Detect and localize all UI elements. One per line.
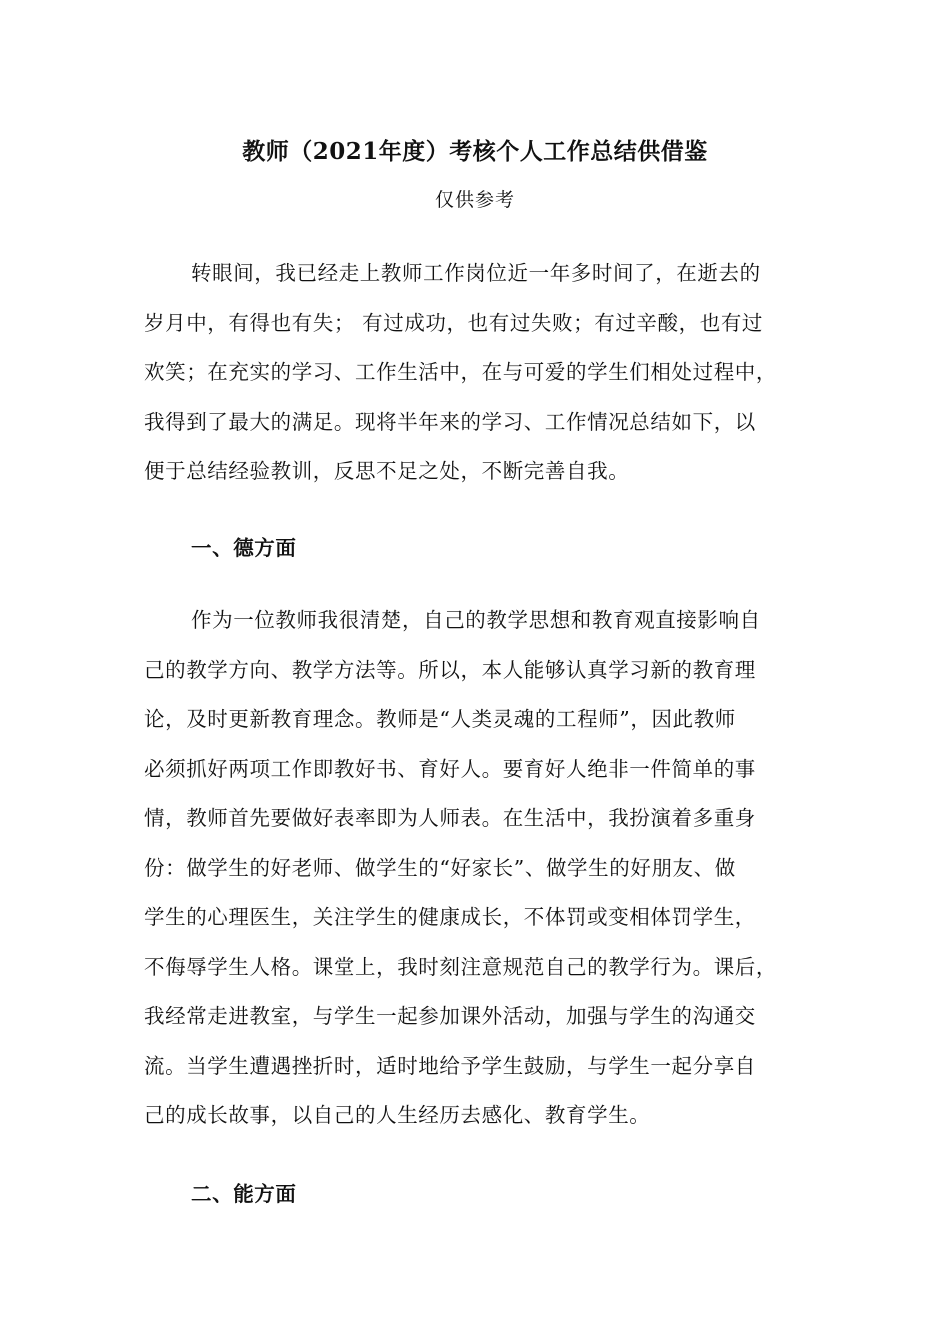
paragraph-line: 便于总结经验教训，反思不足之处，不断完善自我。 xyxy=(144,459,630,483)
intro-paragraph xyxy=(144,249,824,497)
section1-paragraph xyxy=(144,596,824,1141)
paragraph-line: 份：做学生的好老师、做学生的“好家长”、做学生的好朋友、做 xyxy=(144,855,736,880)
paragraph-line: 情，教师首先要做好表率即为人师表。在生活中，我扮演着多重身 xyxy=(144,806,756,830)
paragraph-line: 转眼间，我已经走上教师工作岗位近一年多时间了，在逝去的 xyxy=(191,261,761,285)
document-subtitle: 仅供参考 xyxy=(434,189,515,211)
paragraph-line: 必须抓好两项工作即教好书、育好人。要育好人绝非一件简单的事 xyxy=(144,756,756,781)
paragraph-line: 我经常走进教室，与学生一起参加课外活动，加强与学生的沟通交 xyxy=(144,1004,756,1028)
paragraph-line: 作为一位教师我很清楚，自己的教学思想和教育观直接影响自 xyxy=(191,608,761,632)
section-heading-2: 二、能方面 xyxy=(191,1182,297,1206)
paragraph-line: 我得到了最大的满足。现将半年来的学习、工作情况总结如下，以 xyxy=(144,409,756,434)
paragraph-line: 流。当学生遭遇挫折时，适时地给予学生鼓励，与学生一起分享自 xyxy=(144,1053,756,1078)
document-title: 教师（2021年度）考核个人工作总结供借鉴 xyxy=(242,138,708,165)
paragraph-line: 学生的心理医生，关注学生的健康成长，不体罚或变相体罚学生， xyxy=(144,905,756,929)
paragraph-line: 不侮辱学生人格。课堂上，我时刻注意规范自己的教学行为。课后， xyxy=(144,954,777,979)
paragraph-line: 己的成长故事，以自己的人生经历去感化、教育学生。 xyxy=(144,1103,651,1127)
paragraph-line: 己的教学方向、教学方法等。所以，本人能够认真学习新的教育理 xyxy=(144,657,756,682)
paragraph-line: 欢笑；在充实的学习、工作生活中，在与可爱的学生们相处过程中， xyxy=(144,360,777,384)
paragraph-line: 岁月中，有得也有失； 有过成功，也有过失败；有过辛酸，也有过 xyxy=(144,310,764,335)
section-heading-1: 一、德方面 xyxy=(191,536,297,560)
paragraph-line: 论，及时更新教育理念。教师是“人类灵魂的工程师”，因此教师 xyxy=(144,707,736,731)
